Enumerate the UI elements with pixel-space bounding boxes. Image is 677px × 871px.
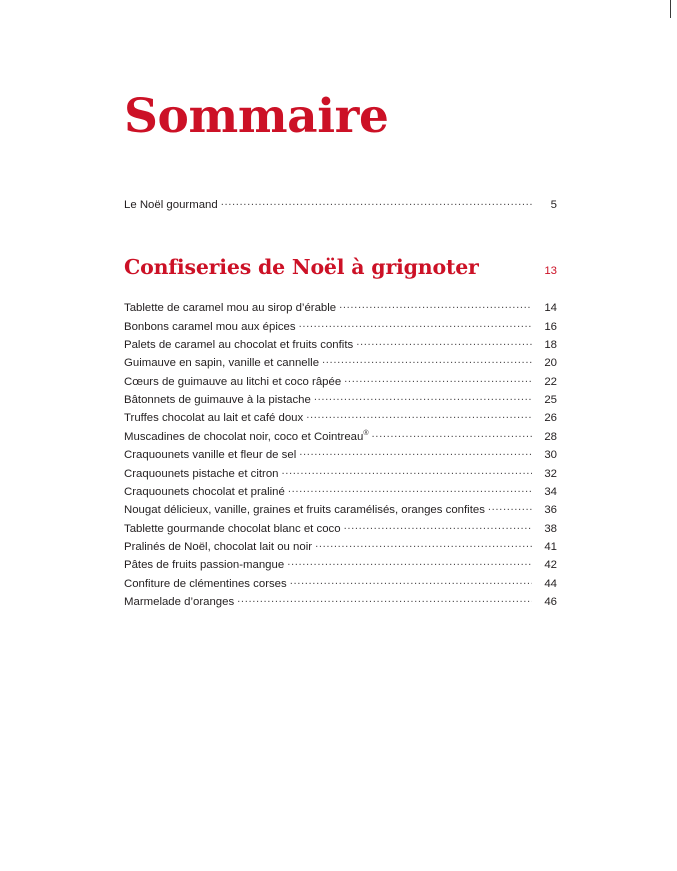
registered-trademark-symbol: ® [363,430,369,438]
toc-entry-page: 5 [550,199,557,212]
toc-entry[interactable] [124,557,557,571]
toc-entry-label: Truffes chocolat au lait et café doux [124,412,304,425]
toc-entry-page: 46 [544,595,557,608]
toc-entry[interactable] [124,502,557,516]
toc-entry[interactable] [124,410,557,424]
toc-entry-label: Pralinés de Noël, chocolat lait ou noir [124,540,313,553]
toc-entry-page: 30 [544,449,557,462]
toc-entry-page: 32 [544,467,557,480]
dot-leader [344,520,532,531]
dot-leader [356,337,532,348]
dot-leader [488,502,532,513]
dot-leader [221,197,532,208]
toc-entry[interactable] [124,428,557,442]
toc-entry-intro[interactable] [124,197,557,211]
toc-entry-label: Craquounets vanille et fleur de sel [124,449,297,462]
toc-entry-label: Palets de caramel au chocolat et fruits confits [124,339,354,352]
toc-section-heading[interactable] [124,255,557,279]
toc-entry-label: Bonbons caramel mou aux épices [124,320,296,333]
toc-entry[interactable] [124,300,557,314]
toc-entry[interactable] [124,594,557,608]
toc-entry-label: Muscadines de chocolat noir, coco et Cointreau® [124,430,369,443]
toc-entry-page: 34 [544,485,557,498]
toc-entry[interactable] [124,520,557,534]
toc-entry[interactable] [124,575,557,589]
toc-entry-page: 25 [544,394,557,407]
toc-entry-label: Pâtes de fruits passion-mangue [124,559,285,572]
toc-entry[interactable] [124,337,557,351]
toc-entry[interactable] [124,355,557,369]
toc-entry-label: Le Noël gourmand [124,199,218,212]
toc-entry-page: 14 [544,302,557,315]
toc-entry-page: 36 [544,504,557,517]
toc-entry[interactable] [124,318,557,332]
toc-section-title: Confiseries de Noël à grignoter [124,255,479,279]
toc-entry-label: Marmelade d’oranges [124,595,235,608]
dot-leader [299,447,532,458]
toc-entry[interactable] [124,447,557,461]
toc-entry-page: 18 [544,339,557,352]
toc-entry[interactable] [124,373,557,387]
toc-section-page: 13 [544,265,557,277]
toc-entry-label: Craquounets pistache et citron [124,467,279,480]
toc-entry-label: Confiture de clémentines corses [124,577,287,590]
dot-leader [315,539,532,550]
dot-leader [288,484,532,495]
dot-leader [290,575,532,586]
toc-entry-page: 16 [544,320,557,333]
toc-entry-label: Bâtonnets de guimauve à la pistache [124,394,311,407]
dot-leader [306,410,532,421]
page-title: Sommaire [124,89,389,144]
toc-entry[interactable] [124,465,557,479]
toc-entry-page: 44 [544,577,557,590]
dot-leader [322,355,532,366]
toc-entry-page: 41 [544,540,557,553]
toc-entry-page: 20 [544,357,557,370]
dot-leader [314,392,532,403]
toc-entry-page: 22 [544,375,557,388]
toc-entry-label: Nougat délicieux, vanille, graines et fruits caramélisés, oranges confites [124,504,485,517]
toc-entry-label: Cœurs de guimauve au litchi et coco râpée [124,375,342,388]
toc-entry-page: 28 [544,430,557,443]
dot-leader [339,300,532,311]
toc-entry-page: 42 [544,559,557,572]
dot-leader [299,318,532,329]
toc-entry[interactable] [124,484,557,498]
toc-entry-page: 26 [544,412,557,425]
toc-entry-label: Craquounets chocolat et praliné [124,485,285,498]
toc-entry-label: Tablette gourmande chocolat blanc et coco [124,522,341,535]
toc-entry[interactable] [124,539,557,553]
toc-entry-label: Guimauve en sapin, vanille et cannelle [124,357,320,370]
dot-leader [372,428,532,439]
dot-leader [344,373,532,384]
toc-entry[interactable] [124,392,557,406]
page-crop-mark [670,0,671,18]
toc-entry-page: 38 [544,522,557,535]
toc-entry-label: Tablette de caramel mou au sirop d’érable [124,302,337,315]
dot-leader [237,594,532,605]
dot-leader [287,557,532,568]
dot-leader [282,465,533,476]
